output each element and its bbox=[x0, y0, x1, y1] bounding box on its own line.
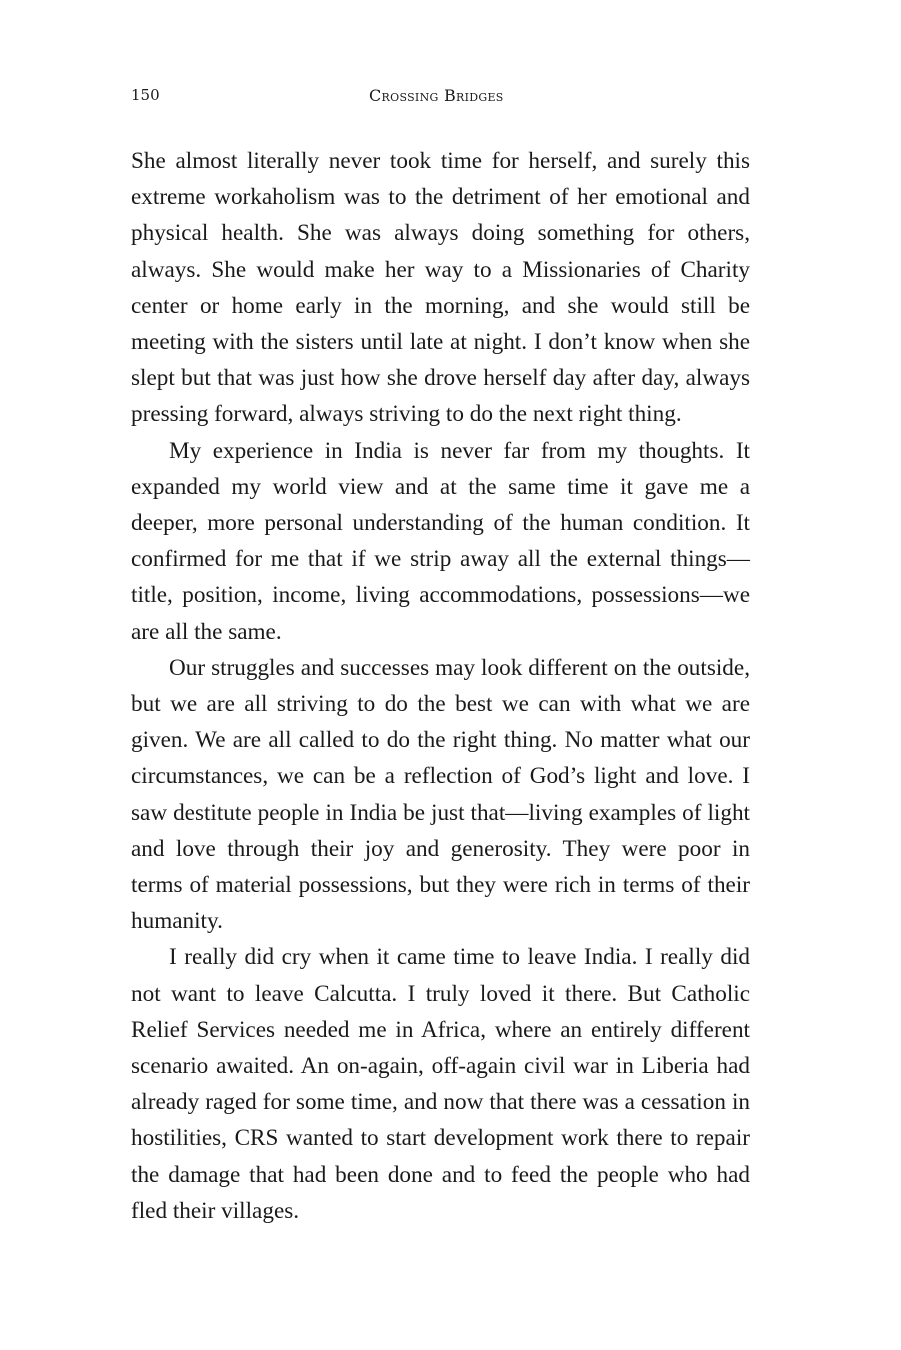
page-number: 150 bbox=[131, 86, 160, 104]
body-text bbox=[131, 143, 750, 1229]
paragraph: My experience in India is never far from my thoughts. It expanded my world view and at the same time it gave me a deeper, more personal understanding of the human condition. It confirmed for me that if we strip away all the external things—title, position, income, living accommodations, possessions—we are all the same. bbox=[131, 437, 750, 645]
paragraph: I really did cry when it came time to leave India. I really did not want to leave Calcutta. I truly loved it there. But Catholic Relief Services needed me in Africa, where an entirely different scenario awaited. An on-again, off-again civil war in Liberia had already raged for some time, and now that there was a cessation in hostilities, CRS wanted to start development work there to repair the damage that had been done and to feed the people who had fled their villages. bbox=[131, 944, 750, 1224]
page-header bbox=[131, 86, 750, 110]
running-title: Crossing Bridges bbox=[369, 86, 504, 105]
paragraph: Our struggles and successes may look different on the outside, but we are all striving to do the best we can with what we are given. We are all called to do the right thing. No matter what our circumstances, we can be a reflection of God’s light and love. I saw destitute people in India be just that—living examples of light and love through their joy and generosity. They were poor in terms of material possessions, but they were rich in terms of their humanity. bbox=[131, 654, 750, 935]
paragraph: She almost literally never took time for herself, and surely this extreme workaholism was to the detriment of her emotional and physical health. She was always doing something for others, always. She would make her way to a Missionaries of Charity center or home early in the morning, and she would still be meeting with the sisters until late at night. I don’t know when she slept but that was just how she drove herself day after day, always pressing forward, always striving to do the next right thing. bbox=[131, 148, 750, 428]
